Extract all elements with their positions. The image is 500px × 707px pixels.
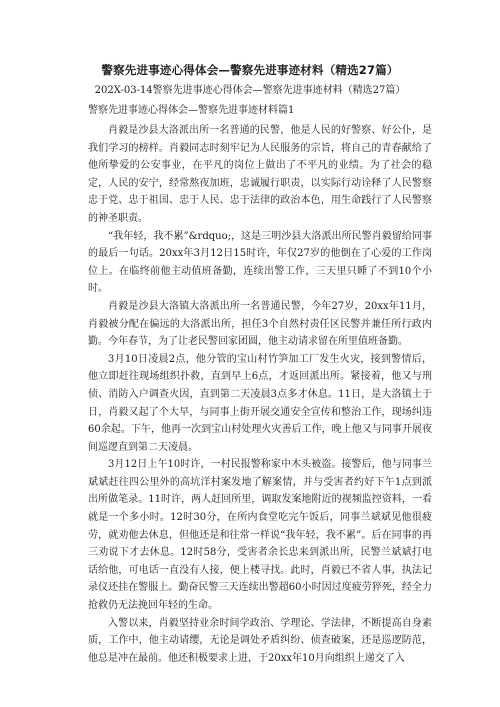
document-title: 警察先进事迹心得体会—警察先进事迹材料（精选27篇） <box>101 63 399 77</box>
paragraph-2: “我年轻，我不累”&rdquo;，这是三明沙县大洛派出所民警肖毅留给同事的最后一句话。20xx年3月12日15时许，年仅27岁的他倒在了心爱的工作岗位上。在临终前他主动值班备勤，连续出警工作，三天里只睡了不到10个小时。 <box>88 230 432 295</box>
paragraph-4: 3月10日凌晨2点，他分管的宝山村竹笋加工厂发生火灾，接到警情后，他立即赶往现场组织扑救，直到早上6点，才返回派出所。紧接着，他又与刑侦、消防入户调查火因，直到第二天凌晨3点多才休息。11日，是大洛镇土于日，肖毅又起了个大早，与同事上街开展交通安全宣传和整治工作，现场纠违60余起。下午，他再一次到宝山村处理火灾善后工作，晚上他又与同事开展夜间巡逻直到第二天凌晨。 <box>88 353 432 453</box>
section-heading: 警察先进事迹心得体会—警察先进事迹材料篇1 <box>88 105 295 116</box>
paragraph-1: 肖毅是沙县大洛派出所一名普通的民警，他是人民的好警察、好公仆，是我们学习的榜样。肖毅同志时刻牢记为人民服务的宗旨，将自己的青春献给了他所挚爱的公安事业，在平凡的岗位上做出了不平凡的业绩。为了社会的稳定，人民的安宁，经常熬夜加班，忠诚履行职责，以实际行动诠释了人民警察忠于党、忠于祖国、忠于人民、忠于法律的政治本色，用生命践行了人民警察的神圣职责。 <box>88 125 432 224</box>
paragraph-6: 入警以来，肖毅坚持业余时间学政治、学理论、学法律，不断提高自身素质，工作中，他主动请缨，无论是调处矛盾纠纷、侦查破案，还是巡逻防范，他总是冲在最前。他还积极要求上进，于20xx年10月向组织上递交了入 <box>88 617 432 664</box>
document-subtitle: 202X-03-14警察先进事迹心得体会—警察先进事迹材料（精选27篇） <box>94 85 406 96</box>
paragraph-3: 肖毅是沙县大洛镇大洛派出所一名普通民警，今年27岁，20xx年11月，肖毅被分配在偏远的大洛派出所，担任3个自然村责任区民警并兼任所行政内勤。今年春节，为了让老民警回家团圆，他主动请求留在所里值班备勤。 <box>88 300 432 348</box>
paragraph-5: 3月12日上午10时许，一村民报警称家中木头被盗。接警后，他与同事兰斌斌赶往四公里外的高坑洋村案发地了解案情，并与受害者约好下午1点到派出所做笔录。11时许，两人赶回所里，调取发案地附近的视频监控资料，一看就是一个多小时。12时30分，在所内食堂吃完午饭后，同事兰斌斌见他很疲劳，就劝他去休息，但他还是和往常一样说“我年轻，我不累”。后在同事的再三劝说下才去休息。12时58分，受害者余长忠来到派出所，民警兰斌斌打电话给他，可电话一直没有人接，便上楼寻找。此时，肖毅已不省人事，执法记录仪还挂在警服上。勤奋民警三天连续出警超60小时因过度疲劳猝死，经全力抢救仍无法挽回年轻的生命。 <box>88 459 432 612</box>
